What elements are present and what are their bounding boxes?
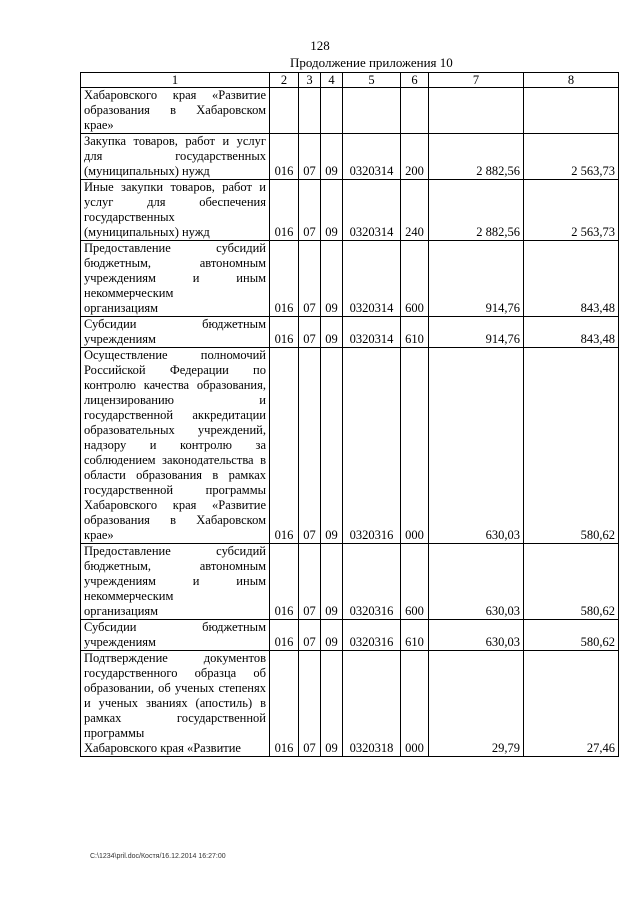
cell-section: 07	[299, 620, 321, 651]
cell-subsection: 09	[321, 180, 343, 241]
cell-ministry	[270, 88, 299, 134]
cell-expense-type: 600	[401, 544, 429, 620]
cell-amount-2: 580,62	[524, 544, 619, 620]
col-header-2: 2	[270, 73, 299, 88]
cell-section: 07	[299, 651, 321, 757]
col-header-6: 6	[401, 73, 429, 88]
table-row	[81, 317, 619, 348]
row-name	[81, 544, 270, 620]
table-row	[81, 134, 619, 180]
col-header-3: 3	[299, 73, 321, 88]
col-header-7: 7	[429, 73, 524, 88]
row-name-last-line: (муниципальных) нужд	[84, 225, 210, 239]
row-name	[81, 134, 270, 180]
row-name	[81, 348, 270, 544]
cell-target-article	[343, 88, 401, 134]
cell-expense-type: 000	[401, 348, 429, 544]
table-row	[81, 544, 619, 620]
cell-section: 07	[299, 348, 321, 544]
col-header-4: 4	[321, 73, 343, 88]
cell-amount-2: 2 563,73	[524, 180, 619, 241]
cell-target-article: 0320316	[343, 544, 401, 620]
cell-amount-1: 914,76	[429, 317, 524, 348]
page-number: 128	[310, 38, 330, 53]
cell-amount-1	[429, 88, 524, 134]
row-name-text: Субсидии бюджетным	[84, 317, 266, 331]
cell-target-article: 0320314	[343, 180, 401, 241]
cell-ministry: 016	[270, 620, 299, 651]
table-row	[81, 651, 619, 757]
cell-ministry: 016	[270, 134, 299, 180]
row-name-text: Хабаровского края «Развитие образования в Хабаровском	[84, 88, 266, 117]
cell-subsection	[321, 88, 343, 134]
row-name-text: Закупка товаров, работ и услуг для государственных	[84, 134, 266, 163]
table-row	[81, 241, 619, 317]
row-name-last-line: (муниципальных) нужд	[84, 164, 210, 178]
row-name-last-line: крае»	[84, 118, 114, 132]
cell-section: 07	[299, 180, 321, 241]
cell-target-article: 0320316	[343, 348, 401, 544]
cell-ministry: 016	[270, 544, 299, 620]
row-name-last-line: Хабаровского края «Развитие	[84, 741, 241, 755]
continuation-caption: Продолжение приложения 10	[290, 55, 453, 70]
cell-amount-2: 580,62	[524, 348, 619, 544]
cell-subsection: 09	[321, 348, 343, 544]
row-name-text: Субсидии бюджетным	[84, 620, 266, 634]
cell-amount-1: 2 882,56	[429, 134, 524, 180]
cell-amount-2	[524, 88, 619, 134]
cell-subsection: 09	[321, 134, 343, 180]
cell-target-article: 0320314	[343, 134, 401, 180]
table-row	[81, 620, 619, 651]
cell-amount-2: 580,62	[524, 620, 619, 651]
cell-expense-type: 610	[401, 620, 429, 651]
cell-subsection: 09	[321, 544, 343, 620]
cell-expense-type: 600	[401, 241, 429, 317]
row-name	[81, 317, 270, 348]
row-name	[81, 651, 270, 757]
cell-target-article: 0320316	[343, 620, 401, 651]
cell-expense-type: 000	[401, 651, 429, 757]
row-name	[81, 620, 270, 651]
table-row	[81, 180, 619, 241]
cell-amount-2: 27,46	[524, 651, 619, 757]
cell-subsection: 09	[321, 651, 343, 757]
cell-amount-1: 29,79	[429, 651, 524, 757]
row-name-last-line: учреждениям	[84, 635, 156, 649]
row-name-last-line: организациям	[84, 604, 159, 618]
cell-ministry: 016	[270, 180, 299, 241]
row-name-text: Осуществление полномочий Российской Федерации по контролю качества образования, лицензированию и государственной аккредитации образовательных учреждений, надзору и контролю за соблюдением законодательства в области образования в рамках государственной программы Хабаровского края «Развитие образования в Хабаровском	[84, 348, 266, 527]
cell-expense-type: 610	[401, 317, 429, 348]
cell-section: 07	[299, 241, 321, 317]
row-name-text: Подтверждение документов государственного образца об образовании, об ученых степенях и ученых званиях (апостиль) в рамках государственной программы	[84, 651, 266, 740]
cell-target-article: 0320314	[343, 241, 401, 317]
cell-ministry: 016	[270, 651, 299, 757]
row-name-last-line: крае»	[84, 528, 114, 542]
cell-amount-1: 630,03	[429, 348, 524, 544]
row-name	[81, 88, 270, 134]
cell-amount-1: 630,03	[429, 620, 524, 651]
cell-amount-2: 2 563,73	[524, 134, 619, 180]
cell-target-article: 0320314	[343, 317, 401, 348]
row-name-text: Предоставление субсидий бюджетным, автономным учреждениям и иным некоммерческим	[84, 241, 266, 300]
col-header-1: 1	[81, 73, 270, 88]
cell-amount-2: 843,48	[524, 317, 619, 348]
cell-subsection: 09	[321, 620, 343, 651]
cell-amount-1: 630,03	[429, 544, 524, 620]
cell-amount-2: 843,48	[524, 241, 619, 317]
header-row	[81, 73, 619, 88]
cell-amount-1: 2 882,56	[429, 180, 524, 241]
col-header-5: 5	[343, 73, 401, 88]
cell-expense-type: 240	[401, 180, 429, 241]
cell-expense-type: 200	[401, 134, 429, 180]
cell-subsection: 09	[321, 317, 343, 348]
row-name	[81, 241, 270, 317]
row-name-last-line: учреждениям	[84, 332, 156, 346]
cell-ministry: 016	[270, 241, 299, 317]
row-name-text: Иные закупки товаров, работ и услуг для обеспечения государственных	[84, 180, 266, 224]
budget-table	[80, 72, 619, 757]
table-row	[81, 348, 619, 544]
cell-section: 07	[299, 317, 321, 348]
row-name-text: Предоставление субсидий бюджетным, автономным учреждениям и иным некоммерческим	[84, 544, 266, 603]
cell-section: 07	[299, 544, 321, 620]
cell-subsection: 09	[321, 241, 343, 317]
row-name-last-line: организациям	[84, 301, 159, 315]
cell-section: 07	[299, 134, 321, 180]
cell-target-article: 0320318	[343, 651, 401, 757]
cell-ministry: 016	[270, 348, 299, 544]
col-header-8: 8	[524, 73, 619, 88]
table-row	[81, 88, 619, 134]
cell-section	[299, 88, 321, 134]
row-name	[81, 180, 270, 241]
file-path-footer: C:\1234\pril.doc/Костя/16.12.2014 16:27:00	[90, 853, 226, 860]
cell-expense-type	[401, 88, 429, 134]
cell-ministry: 016	[270, 317, 299, 348]
cell-amount-1: 914,76	[429, 241, 524, 317]
